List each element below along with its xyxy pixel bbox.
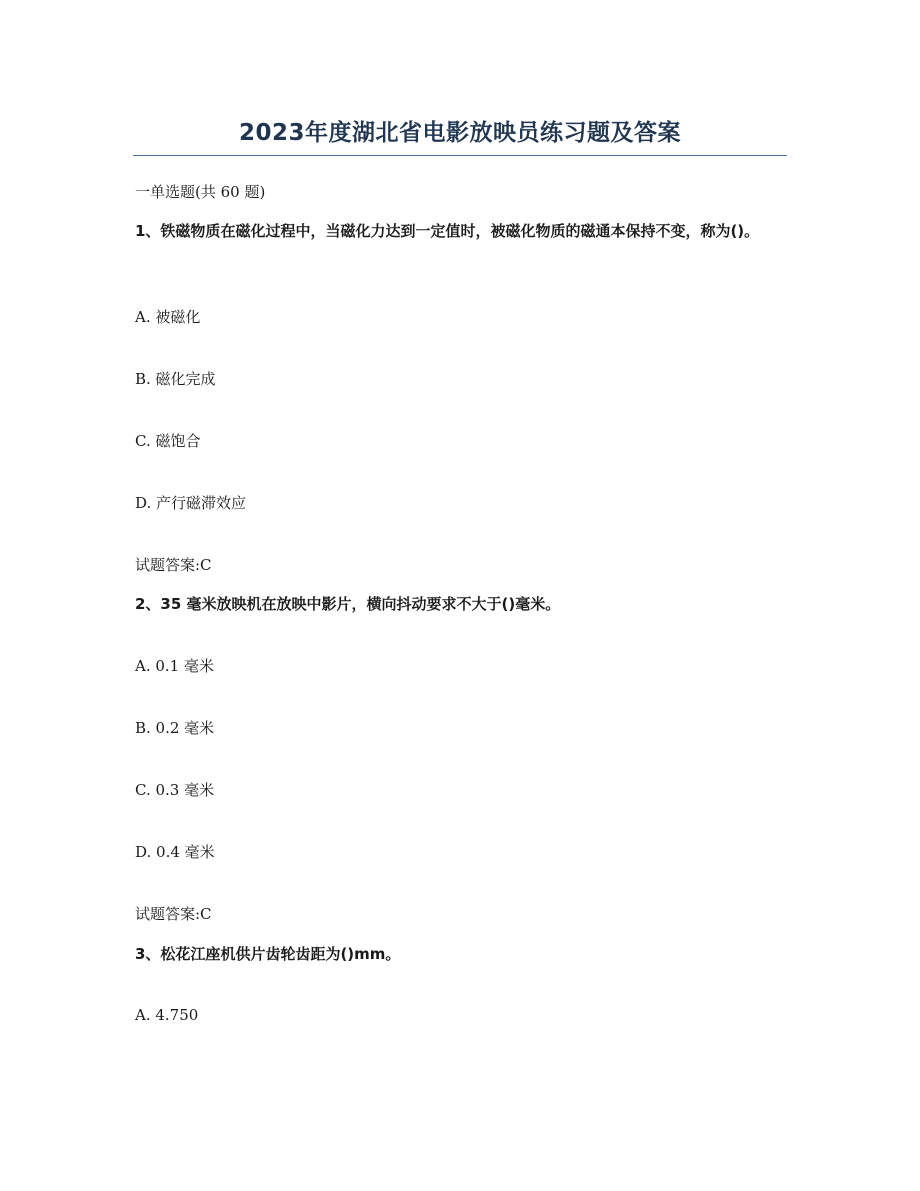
question-2-option-d: D. 0.4 毫米	[135, 843, 215, 861]
question-1-option-c: C. 磁饱合	[135, 432, 201, 450]
title-underline	[133, 155, 787, 156]
question-2-answer: 试题答案:C	[135, 905, 212, 923]
question-1-answer: 试题答案:C	[135, 556, 212, 574]
section-label: 一单选题(共 60 题)	[135, 183, 266, 201]
question-1-stem: 1、铁磁物质在磁化过程中，当磁化力达到一定值时，被磁化物质的磁通本保持不变，称为()。	[135, 222, 760, 240]
question-2-stem: 2、35 毫米放映机在放映中影片，横向抖动要求不大于()毫米。	[135, 595, 561, 613]
question-1-option-a: A. 被磁化	[135, 308, 201, 326]
question-1-option-d: D. 产行磁滞效应	[135, 494, 247, 512]
question-2-option-b: B. 0.2 毫米	[135, 719, 215, 737]
question-2-option-c: C. 0.3 毫米	[135, 781, 215, 799]
question-2-option-a: A. 0.1 毫米	[135, 657, 214, 675]
question-3-option-a: A. 4.750	[135, 1006, 199, 1024]
document-title: 2023年度湖北省电影放映员练习题及答案	[238, 120, 681, 146]
question-1-option-b: B. 磁化完成	[135, 370, 216, 388]
question-3-stem: 3、松花江座机供片齿轮齿距为()mm。	[135, 945, 401, 963]
